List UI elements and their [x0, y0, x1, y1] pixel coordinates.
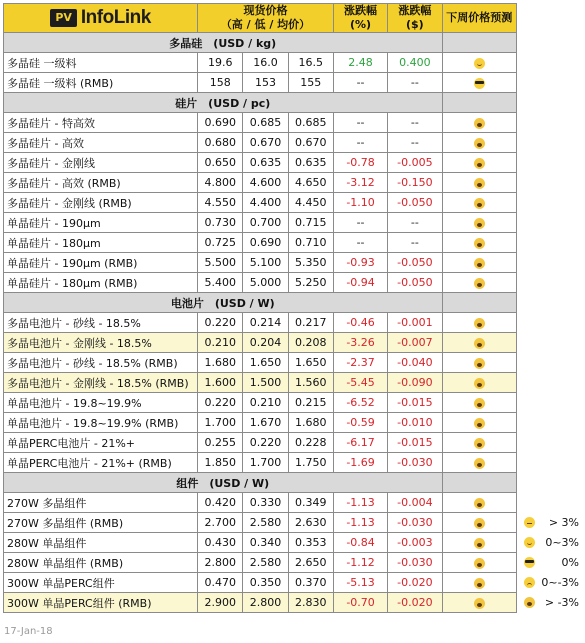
product-name: 多晶硅片 - 特高效	[4, 113, 198, 133]
table-row	[4, 173, 517, 193]
section-title: 多晶硅 (USD / kg)	[4, 33, 443, 53]
forecast-cell	[442, 493, 516, 513]
forecast-cell	[442, 373, 516, 393]
change-abs: -0.010	[388, 413, 442, 433]
table-row	[4, 53, 517, 73]
table-row	[4, 153, 517, 173]
forecast-cell	[442, 173, 516, 193]
smile-emoji-icon	[474, 58, 485, 69]
price-high: 0.430	[198, 533, 243, 553]
price-avg: 4.450	[288, 193, 333, 213]
price-avg: 0.670	[288, 133, 333, 153]
price-high: 0.650	[198, 153, 243, 173]
section-header-row	[4, 293, 517, 313]
forecast-cell	[442, 133, 516, 153]
table-row	[4, 373, 517, 393]
price-avg: 16.5	[288, 53, 333, 73]
legend-item	[520, 573, 585, 593]
change-abs: -0.050	[388, 193, 442, 213]
table-row	[4, 413, 517, 433]
change-pct-header	[333, 4, 387, 33]
scream-emoji-icon	[474, 318, 485, 329]
product-name: 300W 单晶PERC组件 (RMB)	[4, 593, 198, 613]
forecast-header: 下周价格预测	[442, 4, 516, 33]
price-low: 2.580	[243, 513, 288, 533]
spot-price-title: 现货价格	[243, 4, 288, 17]
price-avg: 0.217	[288, 313, 333, 333]
forecast-cell	[442, 413, 516, 433]
scream-emoji-icon	[474, 238, 485, 249]
scream-emoji-icon	[474, 498, 485, 509]
price-low: 4.400	[243, 193, 288, 213]
logo-cell	[4, 4, 198, 33]
change-pct: -1.13	[333, 493, 387, 513]
change-abs: -0.040	[388, 353, 442, 373]
scream-emoji-icon	[474, 158, 485, 169]
table-row	[4, 593, 517, 613]
forecast-cell	[442, 553, 516, 573]
product-name: 多晶电池片 - 砂线 - 18.5%	[4, 313, 198, 333]
table-row	[4, 353, 517, 373]
change-pct: -2.37	[333, 353, 387, 373]
change-pct-title: 涨跌幅	[344, 4, 378, 17]
change-pct: -0.46	[333, 313, 387, 333]
price-low: 0.330	[243, 493, 288, 513]
change-pct: -3.26	[333, 333, 387, 353]
section-title: 硅片 (USD / pc)	[4, 93, 443, 113]
table-header-row	[4, 4, 517, 33]
change-pct: -0.59	[333, 413, 387, 433]
scream-emoji-icon	[474, 538, 485, 549]
table-row	[4, 233, 517, 253]
scream-emoji-icon	[474, 398, 485, 409]
change-abs: --	[388, 133, 442, 153]
change-abs-unit: ($)	[406, 18, 424, 31]
scream-emoji-icon	[474, 358, 485, 369]
price-avg: 1.750	[288, 453, 333, 473]
neutral-emoji-icon	[524, 517, 535, 528]
table-row	[4, 193, 517, 213]
price-avg: 0.228	[288, 433, 333, 453]
price-high: 0.210	[198, 333, 243, 353]
scream-emoji-icon	[474, 378, 485, 389]
scream-emoji-icon	[474, 558, 485, 569]
change-pct: -5.45	[333, 373, 387, 393]
price-low: 2.800	[243, 593, 288, 613]
change-pct: -6.52	[333, 393, 387, 413]
change-pct: --	[333, 113, 387, 133]
price-low: 1.700	[243, 453, 288, 473]
table-row	[4, 433, 517, 453]
product-name: 270W 多晶组件	[4, 493, 198, 513]
change-abs-header	[388, 4, 442, 33]
scream-emoji-icon	[474, 438, 485, 449]
price-low: 0.350	[243, 573, 288, 593]
table-row	[4, 453, 517, 473]
scream-emoji-icon	[474, 418, 485, 429]
legend-item	[520, 593, 585, 613]
forecast-cell	[442, 53, 516, 73]
section-title: 电池片 (USD / W)	[4, 293, 443, 313]
price-low: 4.600	[243, 173, 288, 193]
scream-emoji-icon	[474, 138, 485, 149]
spot-price-header	[198, 4, 334, 33]
change-abs: -0.030	[388, 553, 442, 573]
scream-emoji-icon	[474, 118, 485, 129]
price-high: 0.730	[198, 213, 243, 233]
product-name: 单晶电池片 - 19.8~19.9% (RMB)	[4, 413, 198, 433]
table-row	[4, 573, 517, 593]
change-pct-unit: (%)	[350, 18, 372, 31]
price-high: 19.6	[198, 53, 243, 73]
price-high: 5.500	[198, 253, 243, 273]
product-name: 多晶电池片 - 砂线 - 18.5% (RMB)	[4, 353, 198, 373]
price-low: 0.670	[243, 133, 288, 153]
change-pct: -6.17	[333, 433, 387, 453]
section-forecast-cell	[442, 33, 516, 53]
price-high: 2.800	[198, 553, 243, 573]
price-avg: 2.650	[288, 553, 333, 573]
product-name: 多晶硅 一级料	[4, 53, 198, 73]
change-abs: -0.030	[388, 453, 442, 473]
table-row	[4, 253, 517, 273]
price-avg: 0.685	[288, 113, 333, 133]
change-abs: --	[388, 213, 442, 233]
price-avg: 1.680	[288, 413, 333, 433]
product-name: 多晶硅 一级料 (RMB)	[4, 73, 198, 93]
section-forecast-cell	[442, 473, 516, 493]
forecast-cell	[442, 573, 516, 593]
forecast-cell	[442, 273, 516, 293]
scream-emoji-icon	[474, 578, 485, 589]
price-low: 0.685	[243, 113, 288, 133]
change-abs: --	[388, 73, 442, 93]
change-pct: -0.78	[333, 153, 387, 173]
product-name: 单晶硅片 - 190μm (RMB)	[4, 253, 198, 273]
price-avg: 2.830	[288, 593, 333, 613]
scream-emoji-icon	[524, 597, 535, 608]
change-pct: -0.70	[333, 593, 387, 613]
price-avg: 155	[288, 73, 333, 93]
price-high: 4.550	[198, 193, 243, 213]
product-name: 单晶PERC电池片 - 21%+ (RMB)	[4, 453, 198, 473]
table-row	[4, 113, 517, 133]
forecast-cell	[442, 313, 516, 333]
price-high: 1.680	[198, 353, 243, 373]
legend-label: > 3%	[548, 516, 579, 529]
price-avg: 2.630	[288, 513, 333, 533]
forecast-cell	[442, 153, 516, 173]
scream-emoji-icon	[474, 338, 485, 349]
price-high: 1.600	[198, 373, 243, 393]
scream-emoji-icon	[474, 598, 485, 609]
section-header-row	[4, 93, 517, 113]
logo-badge: PV	[50, 9, 77, 27]
product-name: 多晶电池片 - 金刚线 - 18.5%	[4, 333, 198, 353]
price-avg: 0.208	[288, 333, 333, 353]
infolink-logo	[7, 9, 194, 27]
smile-emoji-icon	[524, 537, 535, 548]
price-low: 153	[243, 73, 288, 93]
spot-price-subtitle: （高 / 低 / 均价）	[220, 18, 311, 31]
price-low: 0.204	[243, 333, 288, 353]
scream-emoji-icon	[474, 518, 485, 529]
scream-emoji-icon	[474, 258, 485, 269]
price-low: 5.000	[243, 273, 288, 293]
logo-text: InfoLink	[80, 7, 151, 28]
price-avg: 0.215	[288, 393, 333, 413]
worry-emoji-icon	[524, 577, 535, 588]
change-abs: -0.001	[388, 313, 442, 333]
price-high: 0.255	[198, 433, 243, 453]
price-avg: 0.370	[288, 573, 333, 593]
price-high: 2.900	[198, 593, 243, 613]
forecast-cell	[442, 593, 516, 613]
table-row	[4, 273, 517, 293]
change-abs: -0.007	[388, 333, 442, 353]
product-name: 280W 单晶组件 (RMB)	[4, 553, 198, 573]
date-stamp: 17-Jan-18	[4, 626, 53, 637]
product-name: 多晶硅片 - 高效	[4, 133, 198, 153]
forecast-cell	[442, 113, 516, 133]
price-avg: 1.650	[288, 353, 333, 373]
table-row	[4, 553, 517, 573]
price-high: 0.470	[198, 573, 243, 593]
change-abs: --	[388, 113, 442, 133]
price-high: 0.725	[198, 233, 243, 253]
change-abs: --	[388, 233, 442, 253]
price-high: 158	[198, 73, 243, 93]
forecast-cell	[442, 193, 516, 213]
price-avg: 0.715	[288, 213, 333, 233]
change-abs: -0.015	[388, 433, 442, 453]
section-forecast-cell	[442, 293, 516, 313]
price-high: 1.850	[198, 453, 243, 473]
scream-emoji-icon	[474, 278, 485, 289]
forecast-cell	[442, 333, 516, 353]
forecast-cell	[442, 73, 516, 93]
price-high: 0.220	[198, 313, 243, 333]
price-low: 1.650	[243, 353, 288, 373]
table-row	[4, 533, 517, 553]
product-name: 单晶硅片 - 180μm (RMB)	[4, 273, 198, 293]
price-avg: 0.710	[288, 233, 333, 253]
price-low: 0.700	[243, 213, 288, 233]
section-header-row	[4, 33, 517, 53]
change-abs: -0.020	[388, 573, 442, 593]
forecast-cell	[442, 233, 516, 253]
forecast-cell	[442, 393, 516, 413]
cool-emoji-icon	[524, 557, 535, 568]
change-abs: -0.015	[388, 393, 442, 413]
change-pct: -3.12	[333, 173, 387, 193]
scream-emoji-icon	[474, 218, 485, 229]
product-name: 单晶硅片 - 190μm	[4, 213, 198, 233]
change-abs: -0.050	[388, 273, 442, 293]
price-avg: 0.349	[288, 493, 333, 513]
cool-emoji-icon	[474, 78, 485, 89]
table-row	[4, 333, 517, 353]
price-low: 0.340	[243, 533, 288, 553]
price-high: 0.220	[198, 393, 243, 413]
change-pct: -1.13	[333, 513, 387, 533]
forecast-cell	[442, 253, 516, 273]
forecast-cell	[442, 453, 516, 473]
price-avg: 1.560	[288, 373, 333, 393]
product-name: 多晶硅片 - 金刚线	[4, 153, 198, 173]
change-pct: --	[333, 133, 387, 153]
change-abs: -0.003	[388, 533, 442, 553]
legend-item	[520, 553, 585, 573]
price-low: 0.214	[243, 313, 288, 333]
price-low: 1.500	[243, 373, 288, 393]
table-row	[4, 213, 517, 233]
table-row	[4, 133, 517, 153]
table-row	[4, 393, 517, 413]
change-pct: -0.84	[333, 533, 387, 553]
change-pct: -5.13	[333, 573, 387, 593]
change-pct: -1.12	[333, 553, 387, 573]
price-high: 0.690	[198, 113, 243, 133]
price-low: 5.100	[243, 253, 288, 273]
product-name: 多晶硅片 - 高效 (RMB)	[4, 173, 198, 193]
price-low: 0.210	[243, 393, 288, 413]
section-title: 组件 (USD / W)	[4, 473, 443, 493]
legend-label: 0~-3%	[541, 576, 579, 589]
table-row	[4, 493, 517, 513]
product-name: 多晶硅片 - 金刚线 (RMB)	[4, 193, 198, 213]
change-pct: -1.10	[333, 193, 387, 213]
change-pct: -0.93	[333, 253, 387, 273]
price-avg: 5.350	[288, 253, 333, 273]
price-table	[3, 3, 517, 613]
change-pct: --	[333, 213, 387, 233]
section-header-row	[4, 473, 517, 493]
price-low: 16.0	[243, 53, 288, 73]
price-high: 4.800	[198, 173, 243, 193]
change-abs: -0.005	[388, 153, 442, 173]
change-abs: -0.004	[388, 493, 442, 513]
scream-emoji-icon	[474, 178, 485, 189]
legend-label: > -3%	[544, 596, 579, 609]
price-low: 2.580	[243, 553, 288, 573]
change-abs: -0.050	[388, 253, 442, 273]
product-name: 280W 单晶组件	[4, 533, 198, 553]
forecast-cell	[442, 353, 516, 373]
table-row	[4, 313, 517, 333]
price-high: 5.400	[198, 273, 243, 293]
product-name: 单晶PERC电池片 - 21%+	[4, 433, 198, 453]
product-name: 300W 单晶PERC组件	[4, 573, 198, 593]
product-name: 多晶电池片 - 金刚线 - 18.5% (RMB)	[4, 373, 198, 393]
table-row	[4, 73, 517, 93]
forecast-cell	[442, 513, 516, 533]
legend-label: 0~3%	[545, 536, 579, 549]
price-low: 0.635	[243, 153, 288, 173]
table-row	[4, 513, 517, 533]
change-pct: -0.94	[333, 273, 387, 293]
change-abs: -0.150	[388, 173, 442, 193]
change-abs: -0.090	[388, 373, 442, 393]
change-pct: --	[333, 233, 387, 253]
change-abs: -0.020	[388, 593, 442, 613]
price-high: 1.700	[198, 413, 243, 433]
price-avg: 0.635	[288, 153, 333, 173]
legend-item	[520, 533, 585, 553]
forecast-cell	[442, 213, 516, 233]
change-abs-title: 涨跌幅	[398, 4, 432, 17]
price-high: 0.420	[198, 493, 243, 513]
product-name: 单晶硅片 - 180μm	[4, 233, 198, 253]
forecast-cell	[442, 433, 516, 453]
price-low: 1.670	[243, 413, 288, 433]
change-pct: 2.48	[333, 53, 387, 73]
price-low: 0.220	[243, 433, 288, 453]
table-body	[4, 33, 517, 613]
change-pct: -1.69	[333, 453, 387, 473]
price-high: 2.700	[198, 513, 243, 533]
change-abs: 0.400	[388, 53, 442, 73]
product-name: 270W 多晶组件 (RMB)	[4, 513, 198, 533]
scream-emoji-icon	[474, 458, 485, 469]
scream-emoji-icon	[474, 198, 485, 209]
price-high: 0.680	[198, 133, 243, 153]
price-low: 0.690	[243, 233, 288, 253]
change-abs: -0.030	[388, 513, 442, 533]
price-avg: 4.650	[288, 173, 333, 193]
price-avg: 5.250	[288, 273, 333, 293]
change-pct: --	[333, 73, 387, 93]
forecast-cell	[442, 533, 516, 553]
product-name: 单晶电池片 - 19.8~19.9%	[4, 393, 198, 413]
section-forecast-cell	[442, 93, 516, 113]
price-avg: 0.353	[288, 533, 333, 553]
legend-label: 0%	[561, 556, 579, 569]
legend-item	[520, 513, 585, 533]
